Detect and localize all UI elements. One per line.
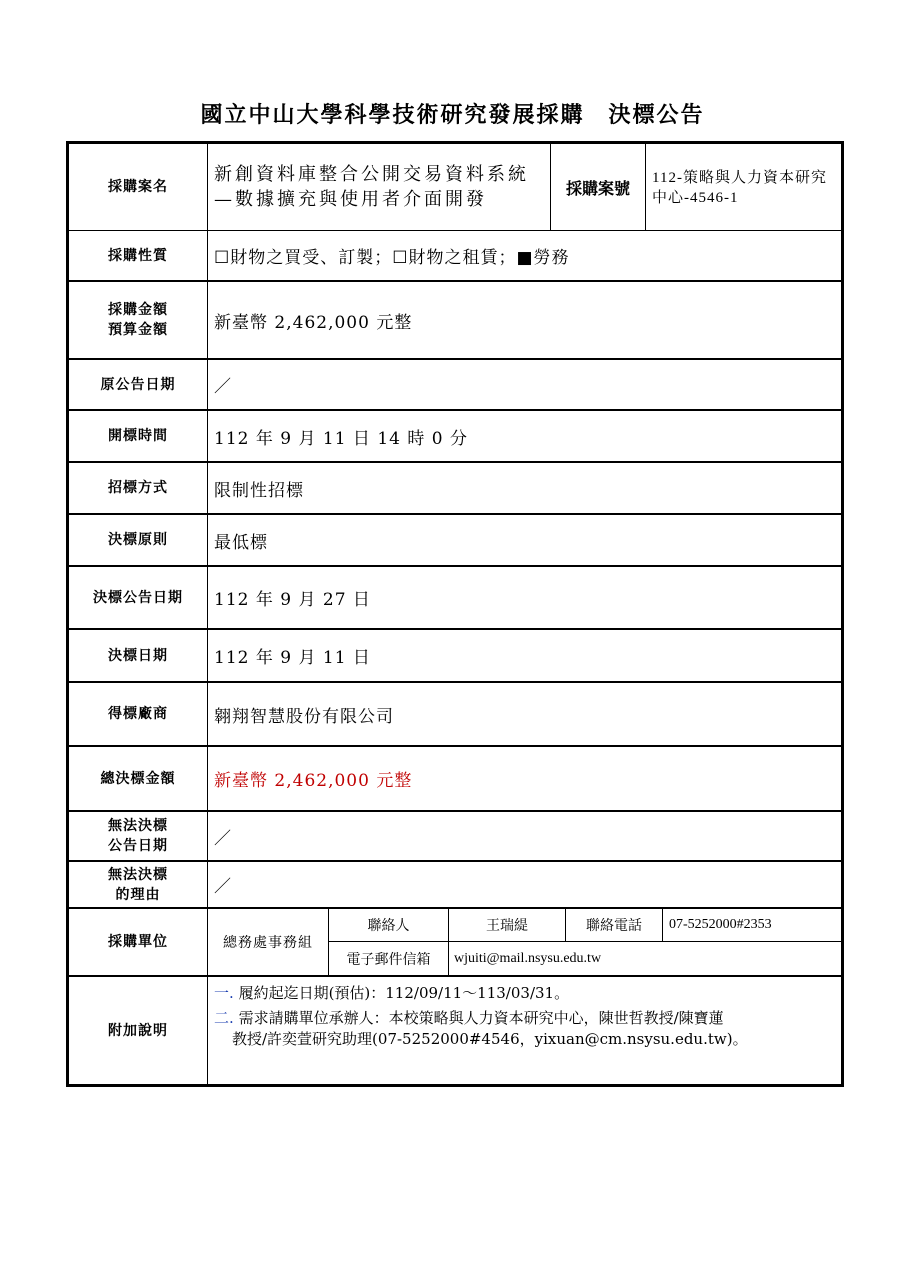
open-time-value: 112 年 9 月 11 日 14 時 0 分 [214,428,468,449]
nature-label: 採購性質 [69,231,208,280]
row-fail-date [69,812,841,862]
phone-value: 07-5252000#2353 [663,909,841,942]
contact-label: 聯絡人 [329,909,449,942]
unit-label: 採購單位 [69,909,208,975]
fail-reason-value: ／ [214,877,232,897]
vendor-value: 翱翔智慧股份有限公司 [214,706,394,727]
notes-list [214,983,835,1050]
row-vendor [69,683,841,747]
row-award-date [69,630,841,683]
row-total [69,747,841,812]
row-notice-date [69,567,841,630]
announcement-table [66,141,844,1087]
notes-label: 附加說明 [69,977,208,1084]
row-budget [69,282,841,360]
notice-date-label: 決標公告日期 [69,567,208,628]
row-unit [69,909,841,977]
case-no-label: 採購案號 [551,144,646,230]
budget-value: 新臺幣 2,462,000 元整 [214,312,413,333]
phone-label: 聯絡電話 [566,909,663,942]
row-orig-date [69,360,841,411]
note-item-continued: 教授/許奕萱研究助理(07-5252000#4546，yixuan@cm.nsysu.edu.tw)。 [232,1030,748,1048]
method-value: 限制性招標 [214,480,304,501]
budget-label: 採購金額 預算金額 [69,282,208,358]
vendor-label: 得標廠商 [69,683,208,745]
row-principle [69,515,841,567]
email-value: wjuiti@mail.nsysu.edu.tw [454,950,602,966]
unit-dept: 總務處事務組 [208,909,329,975]
contact-value: 王瑞緹 [449,909,566,942]
open-time-label: 開標時間 [69,411,208,461]
orig-date-label: 原公告日期 [69,360,208,409]
case-name-label: 採購案名 [69,144,208,230]
method-label: 招標方式 [69,463,208,513]
principle-label: 決標原則 [69,515,208,565]
page-title: 國立中山大學科學技術研究發展採購 決標公告 [200,103,705,128]
email-label: 電子郵件信箱 [329,942,449,975]
note-item: 二. 需求請購單位承辦人：本校策略與人力資本研究中心，陳世哲教授/陳寶蓮 [214,1009,724,1027]
notice-date-value: 112 年 9 月 27 日 [214,590,371,610]
principle-value: 最低標 [214,532,268,553]
total-label: 總決標金額 [69,747,208,810]
fail-date-value: ／ [214,828,232,849]
total-value: 新臺幣 2,462,000 元整 [214,771,413,791]
award-date-label: 決標日期 [69,630,208,681]
orig-date-value: ／ [214,377,232,397]
row-method [69,463,841,515]
row-notes [69,977,841,1084]
row-fail-reason [69,862,841,909]
note-item: 一. 履約起迄日期(預估)：112/09/11～113/03/31。 [214,984,570,1002]
award-date-value: 112 年 9 月 11 日 [214,648,371,668]
row-case-name [69,144,841,231]
nature-value: ☐財物之買受、訂製；☐財物之租賃；■勞務 [214,248,570,268]
case-name-value: 新創資料庫整合公開交易資料系統—數據擴充與使用者介面開發 [208,144,551,230]
case-no-value: 112-策略與人力資本研究中心-4546-1 [652,170,827,206]
fail-date-label: 無法決標 公告日期 [69,812,208,860]
row-nature [69,231,841,282]
fail-reason-label: 無法決標 的理由 [69,862,208,907]
row-open-time [69,411,841,463]
